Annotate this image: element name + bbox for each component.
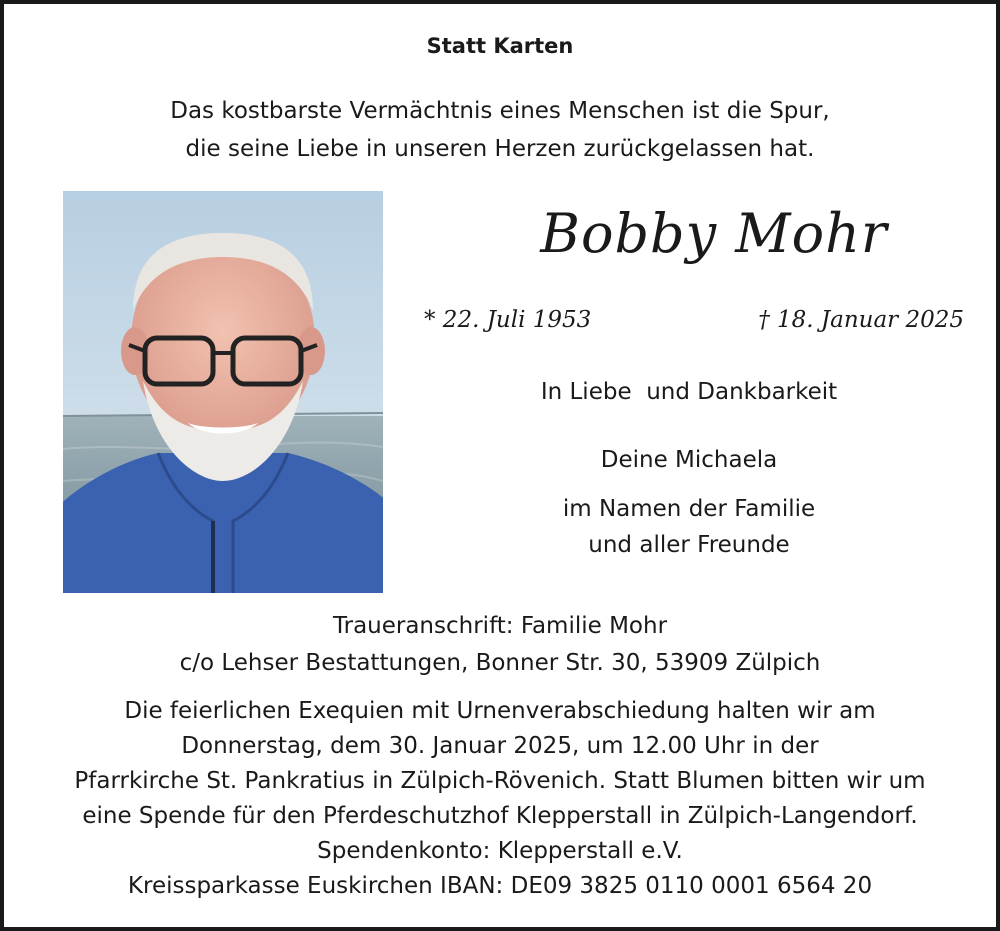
- service-line: Die feierlichen Exequien mit Urnenverabschiedung halten wir am: [124, 698, 876, 724]
- service-line: Donnerstag, dem 30. Januar 2025, um 12.00 Uhr in der: [181, 733, 819, 759]
- service-line: Spendenkonto: Klepperstall e.V.: [317, 838, 683, 864]
- signer-name: Deine Michaela: [600, 447, 778, 473]
- address-line: Traueranschrift: Familie Mohr: [332, 613, 668, 639]
- signer: [424, 442, 954, 478]
- service-line: Kreissparkasse Euskirchen IBAN: DE09 3825 0110 0001 6564 20: [127, 873, 873, 899]
- family-mention: [424, 491, 954, 563]
- death-date: † 18. Januar 2025: [758, 307, 964, 333]
- dedication: [424, 374, 954, 410]
- quote-line: die seine Liebe in unseren Herzen zurückgelassen hat.: [185, 136, 815, 162]
- family-line: und aller Freunde: [588, 532, 790, 558]
- dedication-text: In Liebe und Dankbarkeit: [540, 379, 838, 405]
- memorial-quote: [4, 92, 996, 168]
- birth-date: * 22. Juli 1953: [424, 307, 592, 333]
- service-info: [4, 694, 996, 904]
- quote-line: Das kostbarste Vermächtnis eines Menschen ist die Spur,: [170, 98, 830, 124]
- portrait-photo: [63, 191, 383, 593]
- deceased-name: Bobby Mohr: [540, 202, 888, 265]
- mourning-address: [4, 608, 996, 682]
- family-line: im Namen der Familie: [562, 496, 816, 522]
- service-line: eine Spende für den Pferdeschutzhof Klepperstall in Zülpich-Langendorf.: [82, 803, 918, 829]
- heading: Statt Karten: [426, 34, 574, 58]
- address-line: c/o Lehser Bestattungen, Bonner Str. 30, 53909 Zülpich: [179, 650, 821, 676]
- life-dates: [424, 307, 964, 333]
- service-line: Pfarrkirche St. Pankratius in Zülpich-Rövenich. Statt Blumen bitten wir um: [74, 768, 926, 794]
